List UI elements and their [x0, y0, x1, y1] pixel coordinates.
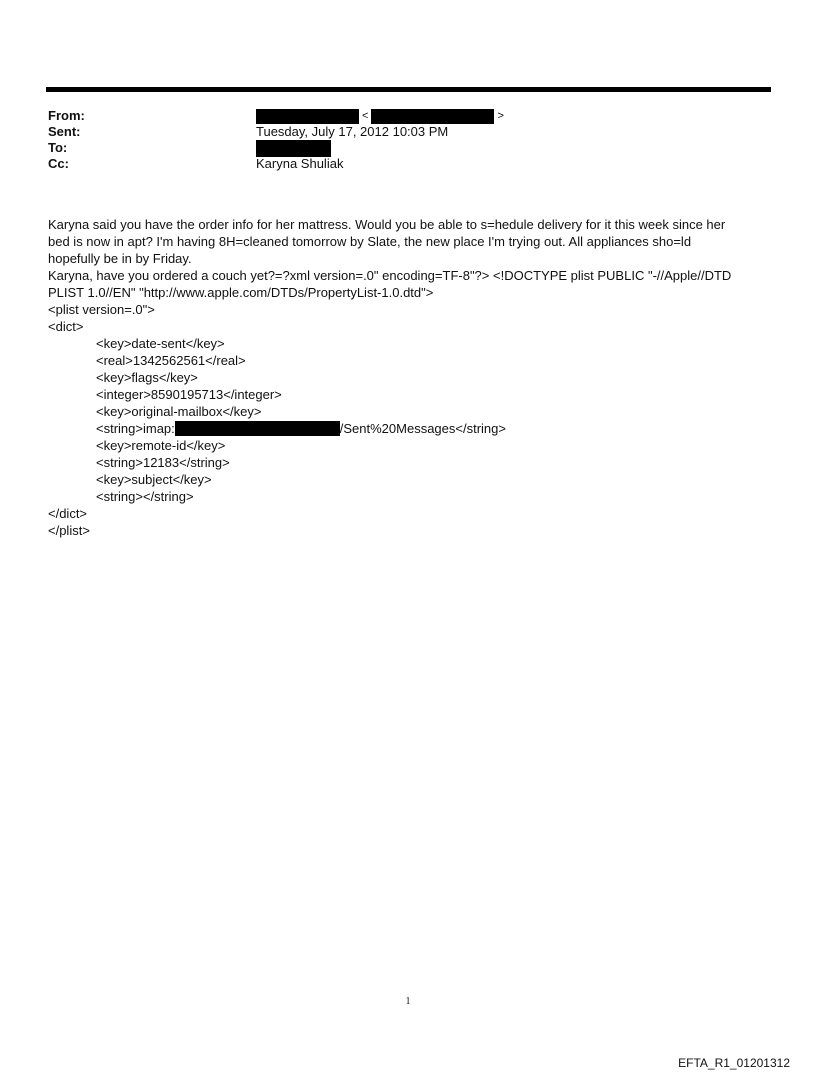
mailbox-prefix: <string>imap:: [96, 421, 175, 436]
to-value: [256, 140, 331, 156]
plist-entry: <key>remote-id</key>: [96, 438, 226, 453]
cc-value: Karyna Shuliak: [256, 156, 344, 171]
plist-entry: <string></string>: [96, 489, 194, 504]
sent-value: Tuesday, July 17, 2012 10:03 PM: [256, 124, 449, 139]
cc-row: [48, 156, 768, 172]
body-line: hopefully be in by Friday.: [48, 251, 192, 266]
page-number: 1: [405, 996, 411, 1007]
email-header: [48, 108, 768, 172]
mailbox-suffix: /Sent%20Messages</string>: [339, 421, 506, 436]
email-close-bracket: >: [497, 110, 504, 122]
redacted-recipient: [256, 140, 331, 157]
from-label: From:: [48, 108, 85, 123]
body-line: bed is now in apt? I'm having 8H=cleaned tomorrow by Slate, the new place I'm trying out. All appliances sho=ld: [48, 234, 692, 249]
redacted-sender-name: [256, 109, 359, 124]
header-divider: [46, 87, 771, 92]
to-label: To:: [48, 140, 68, 155]
body-line: Karyna said you have the order info for her mattress. Would you be able to s=hedule delivery for it this week since her: [48, 217, 726, 232]
plist-entry: <string>12183</string>: [96, 455, 230, 470]
from-row: [48, 108, 768, 124]
to-row: [48, 140, 768, 156]
sent-label: Sent:: [48, 124, 81, 139]
email-open-bracket: <: [362, 110, 369, 122]
plist-close-tag: </plist>: [48, 523, 90, 538]
body-line: Karyna, have you ordered a couch yet?=?xml version=.0" encoding=TF-8"?> <!DOCTYPE plist PUBLIC "-//Apple//DTD: [48, 268, 732, 283]
plist-open-tag: <plist version=.0">: [48, 302, 155, 317]
dict-open-tag: <dict>: [48, 319, 84, 334]
plist-entry-mailbox: [48, 420, 770, 437]
plist-entry: <key>original-mailbox</key>: [96, 404, 262, 419]
plist-entry: <real>1342562561</real>: [96, 353, 246, 368]
dict-close-tag: </dict>: [48, 506, 88, 521]
plist-entry: <key>date-sent</key>: [96, 336, 225, 351]
from-value: [256, 108, 507, 124]
plist-entry: <integer>8590195713</integer>: [96, 387, 282, 402]
body-line: PLIST 1.0//EN" "http://www.apple.com/DTDs/PropertyList-1.0.dtd">: [48, 285, 434, 300]
plist-entry: <key>flags</key>: [96, 370, 198, 385]
cc-label: Cc:: [48, 156, 69, 171]
redacted-sender-email: [371, 109, 494, 124]
email-body: [48, 216, 770, 539]
plist-entry: <key>subject</key>: [96, 472, 212, 487]
sent-row: [48, 124, 768, 140]
redacted-mailbox: [175, 421, 340, 436]
document-id: EFTA_R1_01201312: [678, 1056, 790, 1070]
